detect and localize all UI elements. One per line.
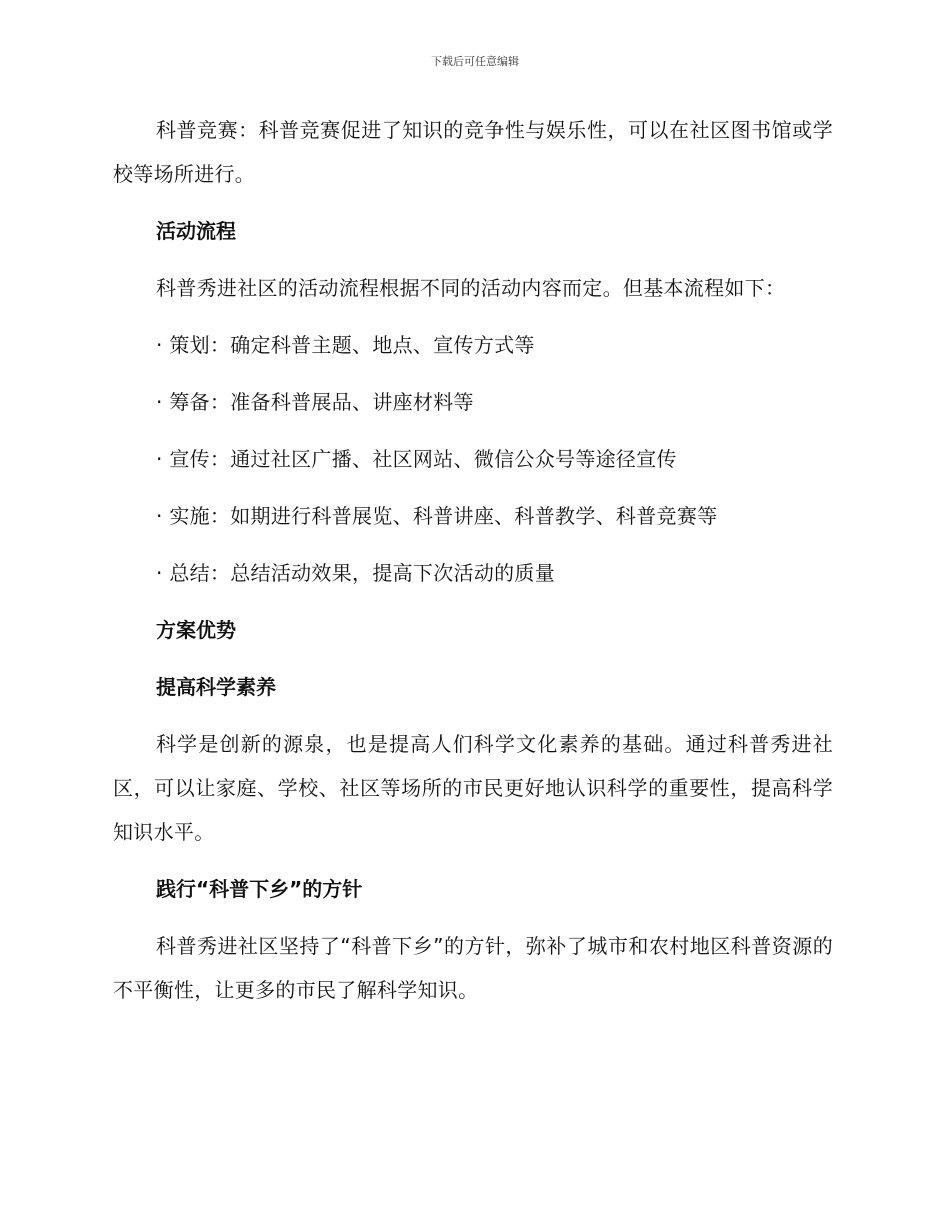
paragraph-process-intro: 科普秀进社区的活动流程根据不同的活动内容而定。但基本流程如下： [156,276,786,300]
list-item: · 实施：如期进行科普展览、科普讲座、科普教学、科普竞赛等 [156,504,718,528]
heading-science-literacy: 提高科学素养 [156,675,276,699]
list-item: · 策划：确定科普主题、地点、宣传方式等 [156,333,535,357]
list-item: · 宣传：通过社区广播、社区网站、微信公众号等途径宣传 [156,447,677,471]
heading-activity-process: 活动流程 [156,219,236,243]
list-item: · 总结：总结活动效果，提高下次活动的质量 [156,561,556,585]
heading-policy: 践行“科普下乡”的方针 [156,877,363,901]
page-header: 下载后可任意编辑 [431,55,519,68]
paragraph-competition: 科普竞赛：科普竞赛促进了知识的竞争性与娱乐性，可以在社区图书馆或学校等场所进行。 [113,118,833,186]
paragraph-policy: 科普秀进社区坚持了“科普下乡”的方针，弥补了城市和农村地区科普资源的不平衡性，让更多的市民了解科学知识。 [113,934,833,1002]
list-item: · 筹备：准备科普展品、讲座材料等 [156,390,474,414]
heading-plan-advantages: 方案优势 [156,618,236,642]
document-body [113,108,833,1025]
paragraph-science-literacy: 科学是创新的源泉，也是提高人们科学文化素养的基础。通过科普秀进社区，可以让家庭、学校、社区等场所的市民更好地认识科学的重要性，提高科学知识水平。 [113,732,833,844]
